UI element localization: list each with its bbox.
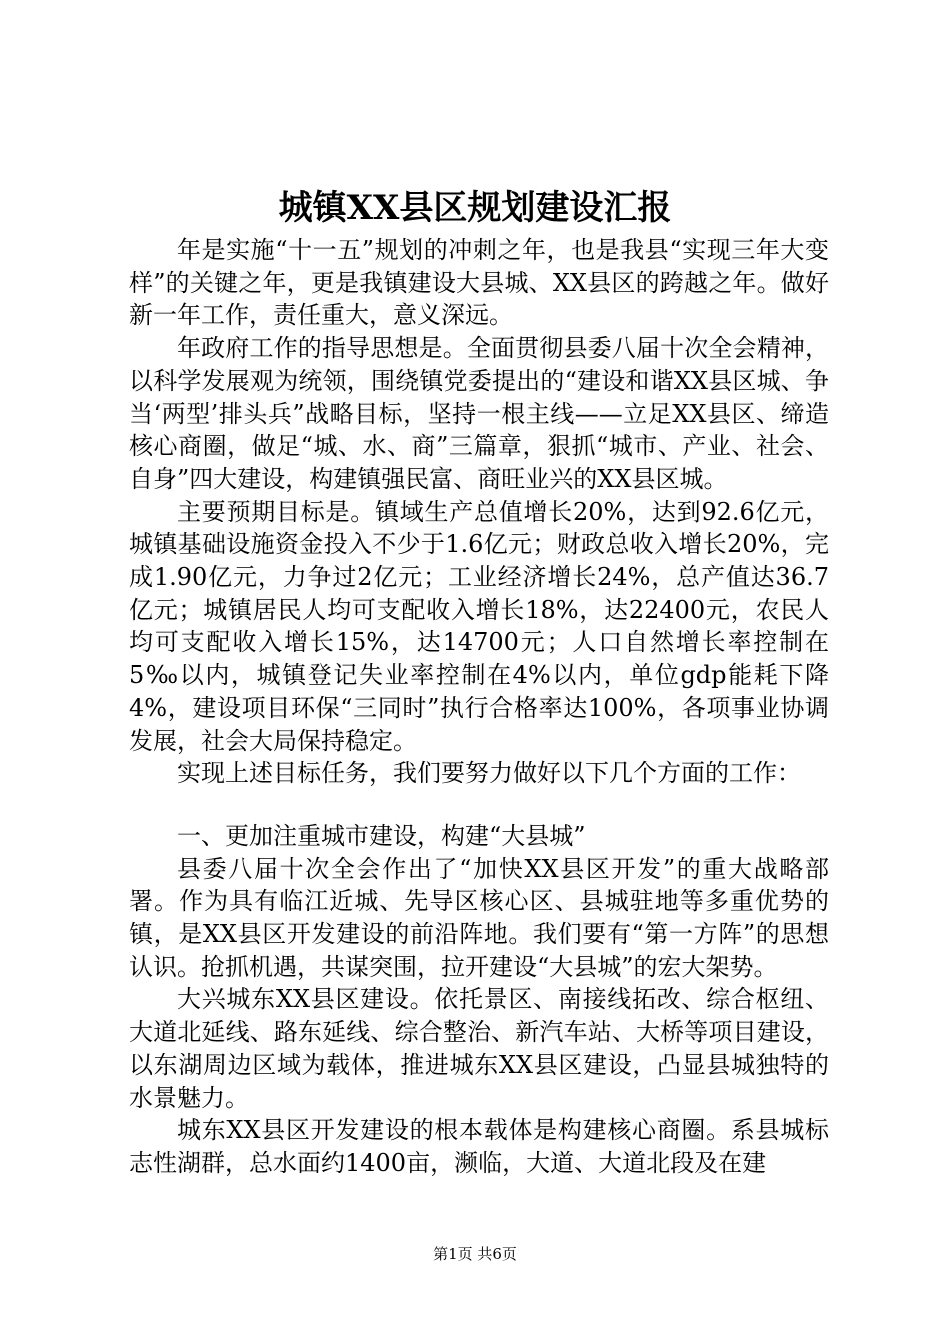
paragraph-guiding-thought: 年政府工作的指导思想是。全面贯彻县委八届十次全会精神，以科学发展观为统领，围绕镇党委提出的“建设和谐XX县区城、争当‘两型’排头兵”战略目标，坚持一根主线——立足XX县区、缔造核心商圈，做足“城、水、商”三篇章，狠抓“城市、产业、社会、自身”四大建设，构建镇强民富、商旺业兴的XX县区城。	[129, 334, 829, 493]
page-footer: 第1页 共6页	[433, 1245, 517, 1263]
paragraph-intro: 年是实施“十一五”规划的冲刺之年，也是我县“实现三年大变样”的关键之年，更是我镇建设大县城、XX县区的跨越之年。做好新一年工作，责任重大，意义深远。	[129, 236, 829, 330]
section-heading: 一、更加注重城市建设，构建“大县城”	[177, 821, 586, 850]
document-title: 城镇XX县区规划建设汇报	[278, 188, 672, 228]
paragraph-tasks-lead: 实现上述目标任务，我们要努力做好以下几个方面的工作：	[177, 759, 801, 788]
paragraph-targets: 主要预期目标是。镇域生产总值增长20%，达到92.6亿元，城镇基础设施资金投入不少于1.6亿元；财政总收入增长20%，完成1.90亿元，力争过2亿元；工业经济增长24%，总产值达36.7亿元；城镇居民人均可支配收入增长18%，达22400元，农民人均可支配收入增长15%，达14700元；人口自然增长率控制在5‰以内，城镇登记失业率控制在4%以内，单位gdp能耗下降4%，建设项目环保“三同时”执行合格率达100%，各项事业协调发展，社会大局保持稳定。	[129, 497, 829, 755]
paragraph-section-3: 城东XX县区开发建设的根本载体是构建核心商圈。系县城标志性湖群，总水面约1400亩，濒临，大道、大道北段及在建	[129, 1116, 829, 1177]
paragraph-section-1: 县委八届十次全会作出了“加快XX县区开发”的重大战略部署。作为具有临江近城、先导区核心区、县城驻地等多重优势的镇，是XX县区开发建设的前沿阵地。我们要有“第一方阵”的思想认识。抢抓机遇，共谋突围，拉开建设“大县城”的宏大架势。	[129, 854, 829, 981]
paragraph-section-2: 大兴城东XX县区建设。依托景区、南接线拓改、综合枢纽、大道北延线、路东延线、综合整治、新汽车站、大桥等项目建设，以东湖周边区域为载体，推进城东XX县区建设，凸显县城独特的水景魅力。	[129, 985, 829, 1112]
document-body	[129, 234, 829, 1180]
